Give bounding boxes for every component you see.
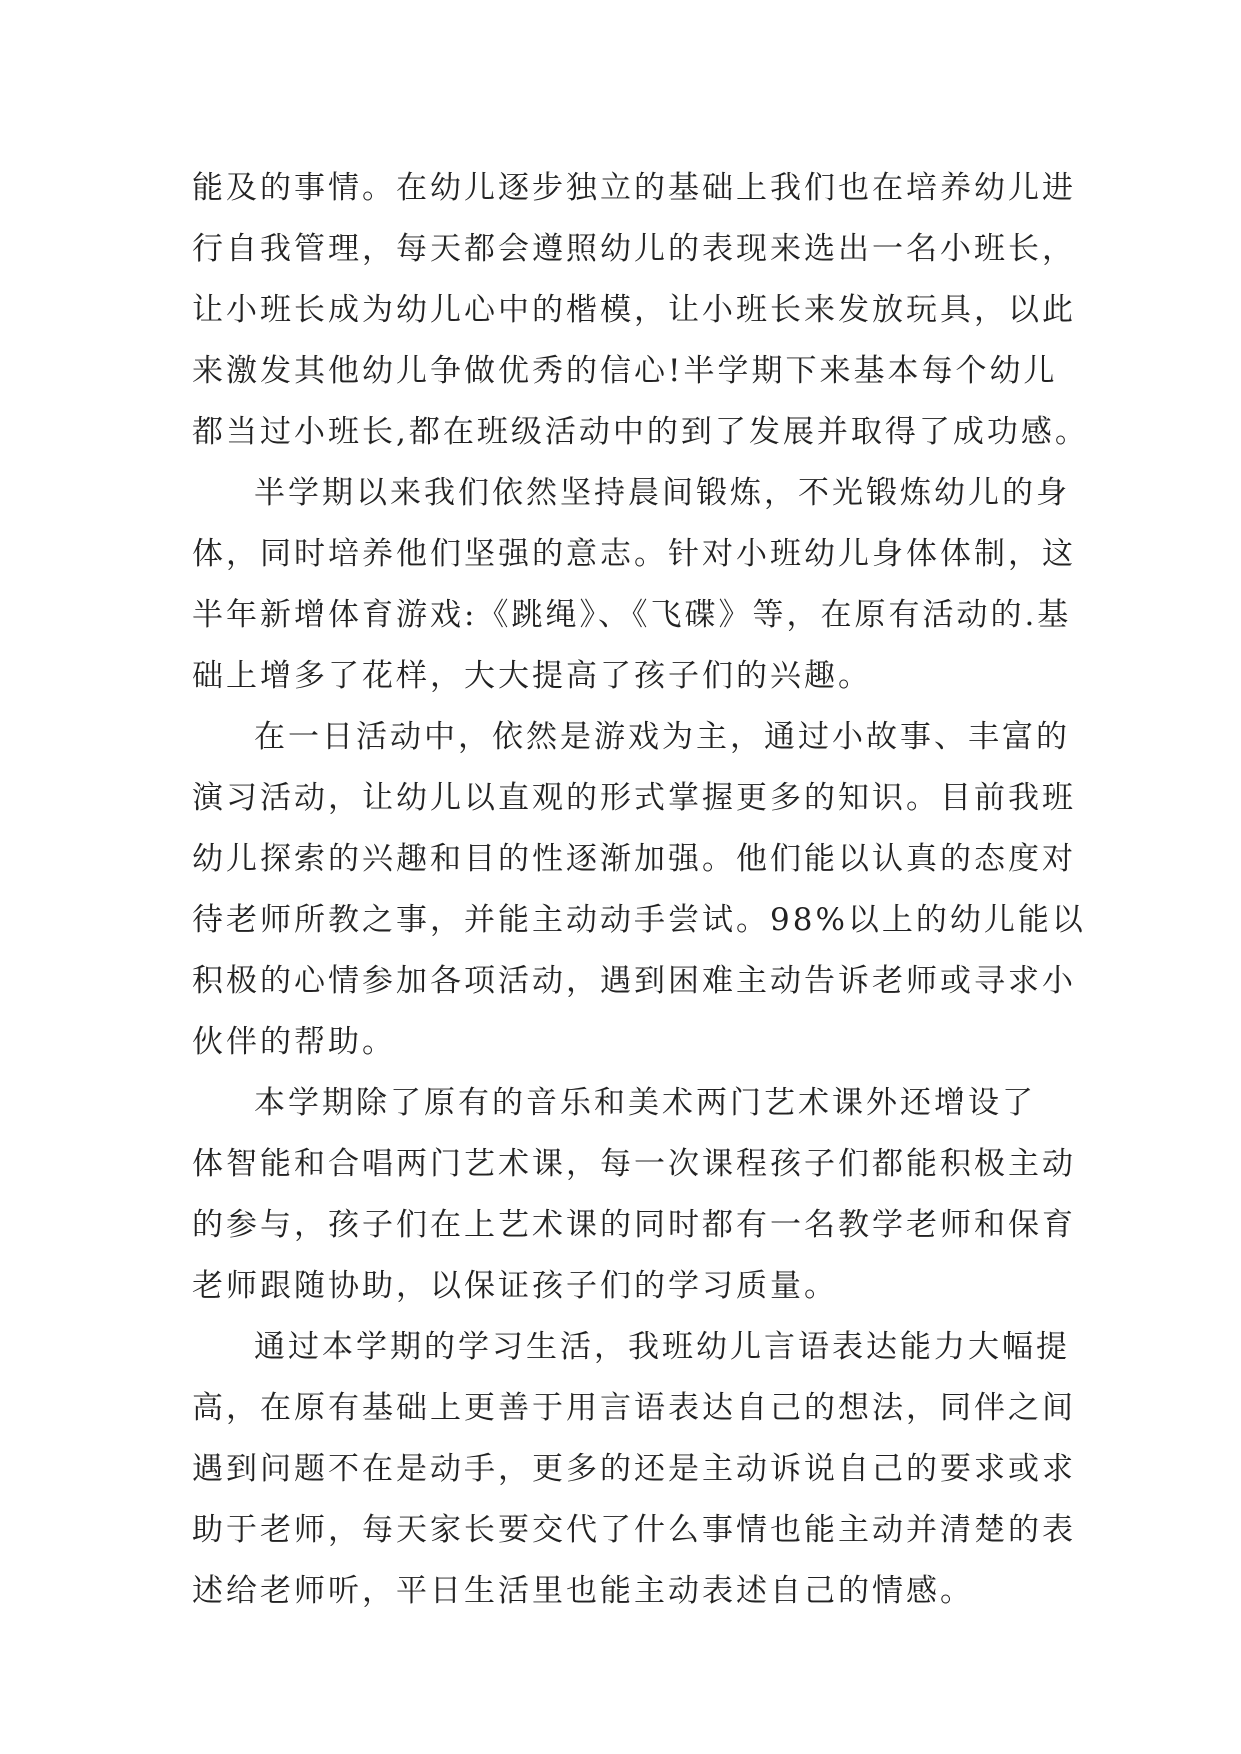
text-line: 半年新增体育游戏:《跳绳》、《飞碟》等，在原有活动的.基 bbox=[192, 597, 1072, 633]
paragraph-first-line: 在一日活动中，依然是游戏为主，通过小故事、丰富的 bbox=[254, 719, 1070, 755]
text-line: 高，在原有基础上更善于用言语表达自己的想法，同伴之间 bbox=[192, 1390, 1076, 1426]
text-line: 演习活动，让幼儿以直观的形式掌握更多的知识。目前我班 bbox=[192, 780, 1076, 816]
paragraph-first-line: 通过本学期的学习生活，我班幼儿言语表达能力大幅提 bbox=[254, 1329, 1070, 1365]
text-line: 的参与，孩子们在上艺术课的同时都有一名教学老师和保育 bbox=[192, 1207, 1076, 1243]
text-line: 能及的事情。在幼儿逐步独立的基础上我们也在培养幼儿进 bbox=[192, 170, 1076, 206]
text-line: 待老师所教之事，并能主动动手尝试。98%以上的幼儿能以 bbox=[192, 902, 1086, 938]
text-line: 伙伴的帮助。 bbox=[192, 1024, 396, 1060]
text-line: 让小班长成为幼儿心中的楷模，让小班长来发放玩具，以此 bbox=[192, 292, 1076, 328]
paragraph-first-line: 半学期以来我们依然坚持晨间锻炼，不光锻炼幼儿的身 bbox=[254, 475, 1070, 511]
text-line: 述给老师听，平日生活里也能主动表述自己的情感。 bbox=[192, 1573, 974, 1609]
text-line: 都当过小班长,都在班级活动中的到了发展并取得了成功感。 bbox=[192, 414, 1089, 450]
text-line: 助于老师，每天家长要交代了什么事情也能主动并清楚的表 bbox=[192, 1512, 1076, 1548]
text-line: 老师跟随协助，以保证孩子们的学习质量。 bbox=[192, 1268, 838, 1304]
text-line: 行自我管理，每天都会遵照幼儿的表现来选出一名小班长， bbox=[192, 231, 1076, 267]
paragraph-first-line: 本学期除了原有的音乐和美术两门艺术课外还增设了 bbox=[254, 1085, 1036, 1121]
text-line: 遇到问题不在是动手，更多的还是主动诉说自己的要求或求 bbox=[192, 1451, 1076, 1487]
text-line: 础上增多了花样，大大提高了孩子们的兴趣。 bbox=[192, 658, 872, 694]
document-body bbox=[192, 158, 1089, 1622]
text-line: 幼儿探索的兴趣和目的性逐渐加强。他们能以认真的态度对 bbox=[192, 841, 1076, 877]
text-line: 体智能和合唱两门艺术课，每一次课程孩子们都能积极主动 bbox=[192, 1146, 1076, 1182]
text-line: 积极的心情参加各项活动，遇到困难主动告诉老师或寻求小 bbox=[192, 963, 1076, 999]
text-line: 来激发其他幼儿争做优秀的信心!半学期下来基本每个幼儿 bbox=[192, 353, 1058, 389]
text-line: 体，同时培养他们坚强的意志。针对小班幼儿身体体制，这 bbox=[192, 536, 1076, 572]
